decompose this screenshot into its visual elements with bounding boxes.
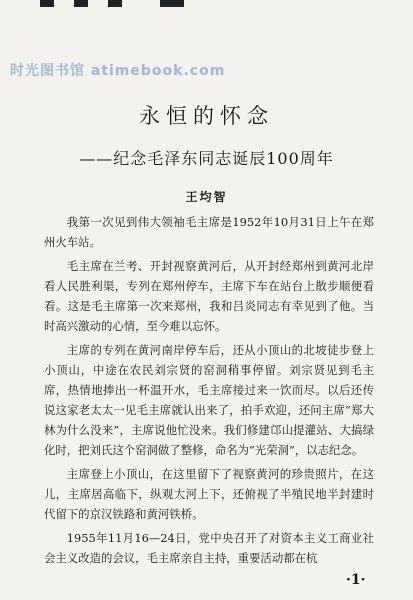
author-name: 王均智 [185, 190, 228, 204]
top-scan-bars [0, 0, 413, 10]
watermark: 时光图书馆 atimebook.com [10, 63, 226, 79]
page-title: 永恒的怀念 [139, 104, 274, 128]
article-body [44, 212, 374, 572]
scan-bar [40, 0, 54, 7]
scan-bar [160, 0, 184, 7]
page-subtitle: ——纪念毛泽东同志诞辰100周年 [79, 149, 334, 168]
page-number: ·1· [346, 572, 366, 588]
paragraph: 1955年11月16—24日，党中央召开了对资本主义工商业社会主义改造的会议，毛主席亲自主持，重要活动都在杭 [44, 531, 374, 565]
paragraph: 毛主席在兰考、开封视察黄河后，从开封经郑州到黄河北岸看人民胜利渠，专列在郑州停车，主席下车在站台上散步顺便看看。这是毛主席第一次来郑州，我和吕炎同志有幸见到了他。当时高兴激动的心情，至今难以忘怀。 [44, 259, 374, 333]
paragraph: 主席的专列在黄河南岸停车后，还从小顶山的北坡徒步登上小顶山，中途在农民刘宗贤的窑洞稍事停留。刘宗贤见到毛主席，热情地捧出一杯温开水，毛主席接过来一饮而尽。以后还传说这家老太太一见毛主席就认出来了，拍手欢迎，还问主席“郑大林为什么没来”，主席说他忙没来。我们修建邙山提灌站、大搞绿化时，把刘氏这个窑洞做了整修，命名为“光荣洞”，以志纪念。 [44, 343, 374, 457]
paragraph: 主席登上小顶山，在这里留下了视察黄河的珍贵照片，在这儿，主席居高临下，纵观大河上下，还俯视了半殖民地半封建时代留下的京汉铁路和黄河铁桥。 [44, 467, 374, 521]
scan-bar [108, 0, 122, 7]
scan-bar [74, 0, 88, 7]
paragraph: 我第一次见到伟大领袖毛主席是1952年10月31日上午在郑州火车站。 [44, 215, 374, 249]
